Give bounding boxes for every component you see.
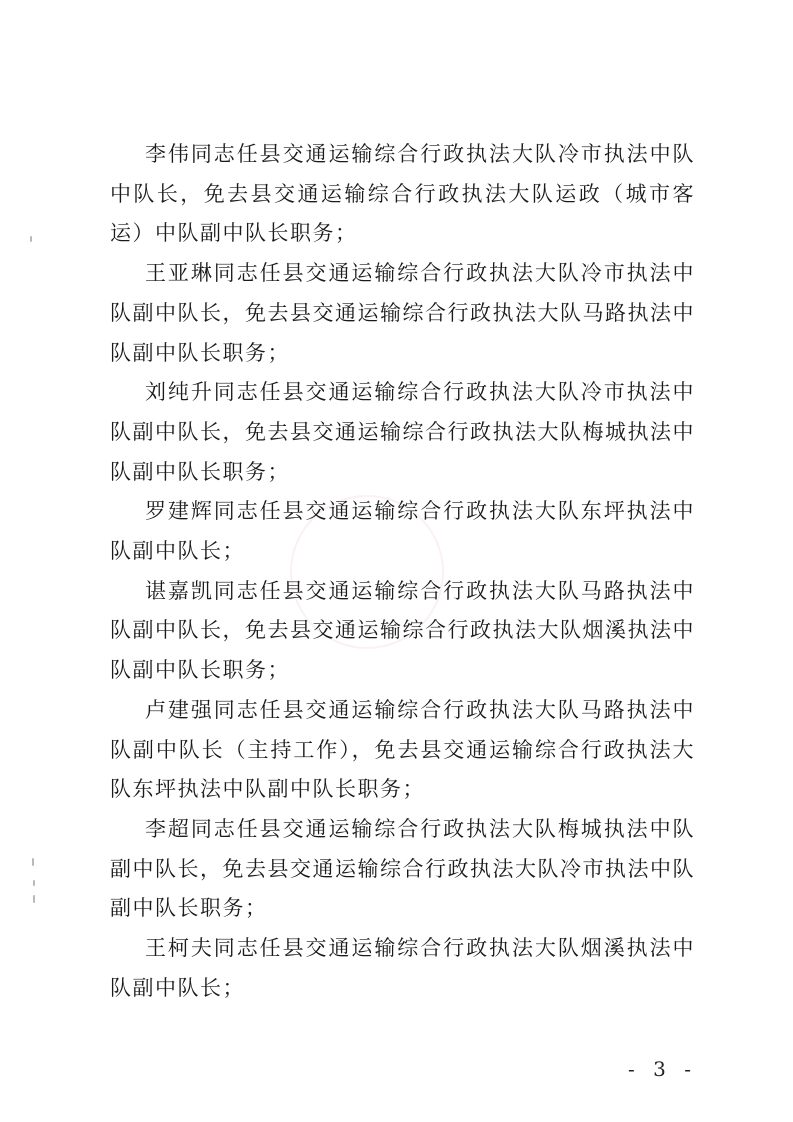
scan-artifact [33, 895, 35, 903]
appointment-paragraph: 罗建辉同志任县交通运输综合行政执法大队东坪执法中队副中队长； [110, 499, 695, 564]
document-body [110, 135, 695, 1008]
scan-artifact [32, 858, 34, 866]
page-number: - 3 - [628, 1057, 697, 1081]
appointment-paragraph: 李超同志任县交通运输综合行政执法大队梅城执法中队副中队长，免去县交通运输综合行政执法大队冷市执法中队副中队长职务； [110, 816, 695, 921]
scan-artifact [33, 880, 35, 886]
appointment-paragraph: 王亚琳同志任县交通运输综合行政执法大队冷市执法中队副中队长，免去县交通运输综合行政执法大队马路执法中队副中队长职务； [110, 261, 695, 365]
appointment-paragraph: 卢建强同志任县交通运输综合行政执法大队马路执法中队副中队长（主持工作），免去县交通运输综合行政执法大队东坪执法中队副中队长职务； [110, 697, 695, 802]
appointment-paragraph: 刘纯升同志任县交通运输综合行政执法大队冷市执法中队副中队长，免去县交通运输综合行政执法大队梅城执法中队副中队长职务； [110, 380, 695, 484]
scan-artifact [30, 236, 32, 242]
appointment-paragraph: 王柯夫同志任县交通运输综合行政执法大队烟溪执法中队副中队长； [110, 936, 695, 1000]
appointment-paragraph: 李伟同志任县交通运输综合行政执法大队冷市执法中队中队长，免去县交通运输综合行政执法大队运政（城市客运）中队副中队长职务； [110, 142, 695, 246]
appointment-paragraph: 谌嘉凯同志任县交通运输综合行政执法大队马路执法中队副中队长，免去县交通运输综合行政执法大队烟溪执法中队副中队长职务； [110, 578, 695, 683]
